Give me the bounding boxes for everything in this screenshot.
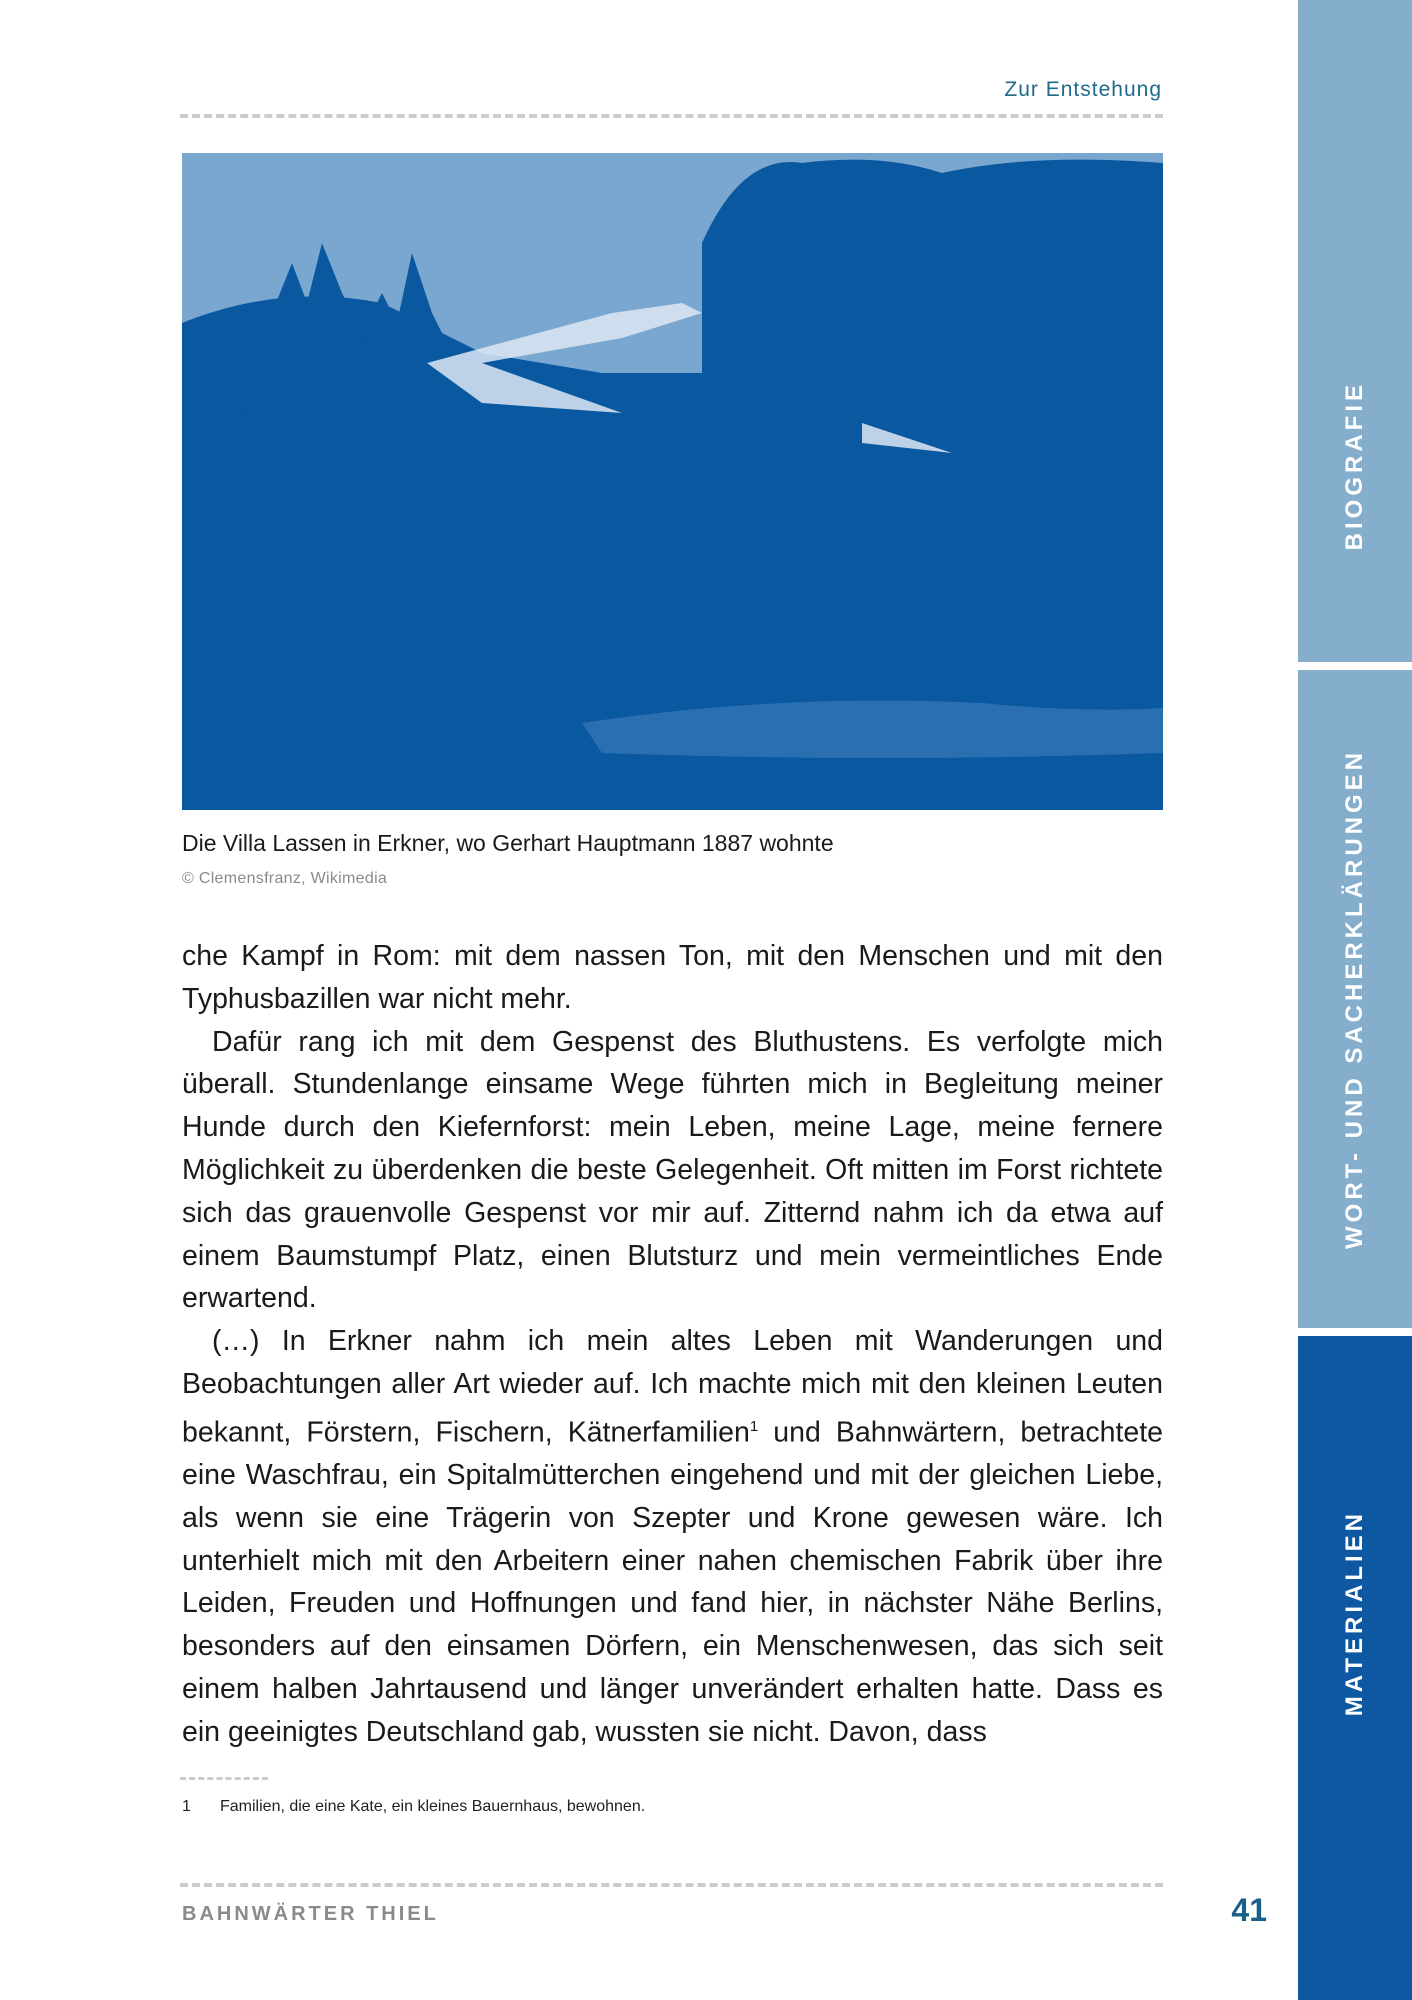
footnote-ref[interactable]: 1	[749, 1417, 759, 1435]
tab-label: WORT- UND SACHERKLÄRUNGEN	[1341, 749, 1368, 1249]
footnote	[182, 1798, 645, 1816]
book-title: BAHNWÄRTER THIEL	[182, 1903, 439, 1925]
paragraph: Dafür rang ich mit dem Gespenst des Bluthustens. Es verfolgte mich überall. Stundenlange einsame Wege führten mich in Begleitung meiner Hunde durch den Kiefernforst: mein Leben, meine Lage, meine fernere Möglichkeit zu überdenken die beste Gelegenheit. Oft mitten im Forst richtete sich das grauenvolle Gespenst vor mir auf. Zitternd nahm ich da etwa auf einem Baumstumpf Platz, einen Blutsturz und mein vermeintliches Ende erwartend.	[182, 1025, 1163, 1315]
figure-photo	[182, 153, 1163, 810]
tab-biografie[interactable]	[1298, 0, 1412, 662]
footnote-rule	[180, 1777, 268, 1780]
page-number: 41	[1231, 1892, 1267, 1928]
footnote-text: Familien, die eine Kate, ein kleines Bauernhaus, bewohnen.	[220, 1798, 646, 1815]
header-rule	[180, 114, 1163, 118]
villa-photo	[182, 153, 1163, 810]
figure-credit: © Clemensfranz, Wikimedia	[182, 870, 388, 887]
body-text	[182, 935, 1163, 1754]
tab-label: MATERIALIEN	[1341, 1509, 1368, 1717]
tab-wort-und-sacherklaerungen[interactable]	[1298, 670, 1412, 1328]
running-header: Zur Entstehung	[1004, 78, 1162, 101]
figure-caption: Die Villa Lassen in Erkner, wo Gerhart Hauptmann 1887 wohnte	[182, 830, 834, 856]
paragraph: che Kampf in Rom: mit dem nassen Ton, mit den Menschen und mit den Typhusbazillen war nicht mehr.	[182, 940, 1163, 1015]
footer-rule	[180, 1883, 1163, 1887]
footnote-number: 1	[182, 1798, 191, 1815]
tab-label: BIOGRAFIE	[1341, 381, 1368, 551]
paragraph	[182, 1320, 1163, 1753]
tab-materialien[interactable]	[1298, 1336, 1412, 2000]
paragraph-text: (…) In Erkner nahm ich mein altes Leben mit Wanderungen und Beobachtungen aller Art wieder auf. Ich machte mich mit den kleinen Leuten bekannt, Förstern, Fischern, Kätnerfamilien	[182, 1325, 1163, 1449]
paragraph-text: und Bahnwärtern, betrachtete eine Waschfrau, ein Spitalmütterchen eingehend und mit der gleichen Liebe, als wenn sie eine Trägerin von Szepter und Krone gewesen wäre. Ich unterhielt mich mit den Arbeitern einer nahen chemischen Fabrik über ihre Leiden, Freuden und Hoffnungen und fand hier, in nächster Nähe Berlins, besonders auf den einsamen Dörfern, ein Menschenwesen, das sich seit einem halben Jahrtausend und länger unverändert erhalten hatte. Dass es ein geeinigtes Deutschland gab, wussten sie nicht. Davon, dass	[182, 1416, 1163, 1748]
photo-tree-right	[702, 160, 1163, 453]
